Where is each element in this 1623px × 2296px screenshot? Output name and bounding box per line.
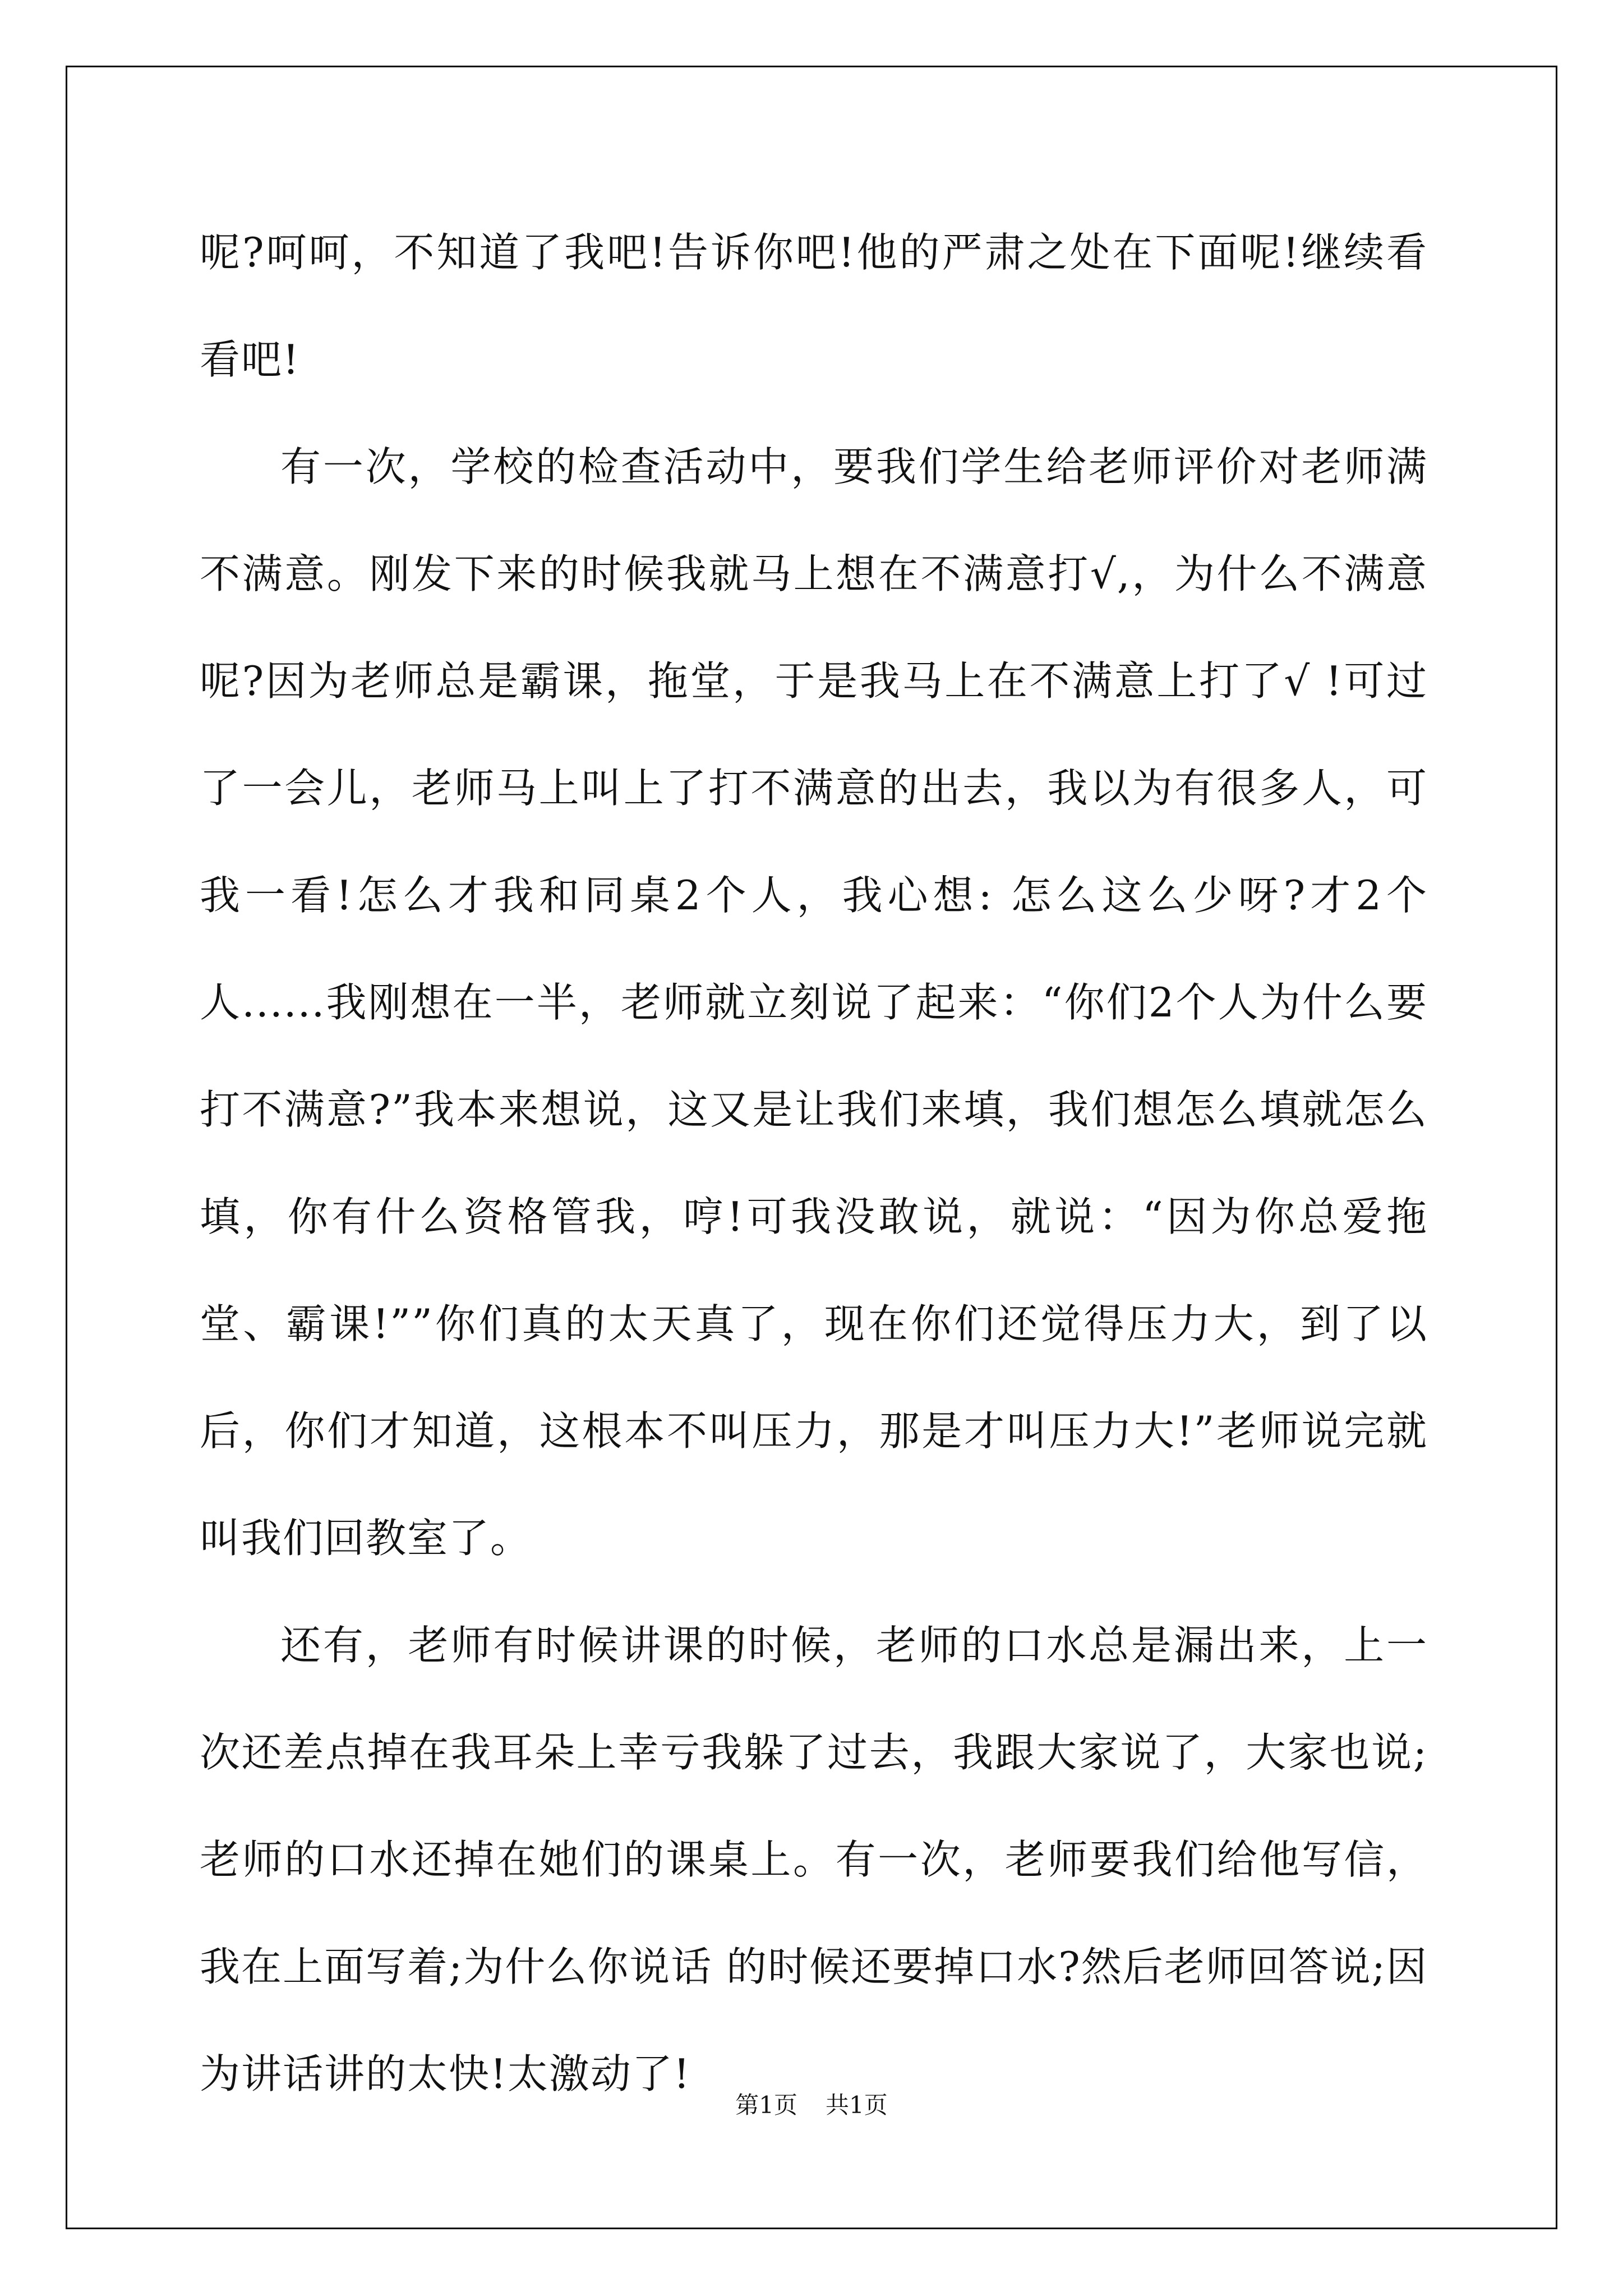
paragraph-2: 有一次，学校的检查活动中，要我们学生给老师评价对老师满不满意。刚发下来的时候我就马上想在不满意打√,，为什么不满意呢?因为老师总是霸课，拖堂，于是我马上在不满意上打了√ !可过了一会儿，老师马上叫上了打不满意的出去，我以为有很多人，可我一看!怎么才我和同桌2个人，我心想: 怎么这么少呀?才2个人......我刚想在一半，老师就立刻说了起来：“你们2个人为什么要打不满意?”我本来想说，这又是让我们来填，我们想怎么填就怎么填，你有什么资格管我，哼!可我没敢说，就说：“因为你总爱拖堂、霸课!””你们真的太天真了，现在你们还觉得压力大，到了以后，你们才知道，这根本不叫压力，那是才叫压力大!”老师说完就叫我们回教室了。	[200, 443, 1428, 1562]
paragraph-1: 呢?呵呵，不知道了我吧!告诉你吧!他的严肃之处在下面呢!继续看看吧!	[200, 229, 1428, 383]
paragraph-3: 还有，老师有时候讲课的时候，老师的口水总是漏出来，上一次还差点掉在我耳朵上幸亏我躲了过去，我跟大家说了，大家也说;老师的口水还掉在她们的课桌上。有一次，老师要我们给他写信，我在上面写着;为什么你说话 的时候还要掉口水?然后老师回答说;因为讲话讲的太快!太激动了!	[200, 1622, 1428, 2097]
document-body	[200, 199, 1428, 2128]
page-total: 共1页	[826, 2091, 888, 2119]
page-number: 第1页	[735, 2091, 797, 2119]
page-footer	[0, 2087, 1623, 2120]
